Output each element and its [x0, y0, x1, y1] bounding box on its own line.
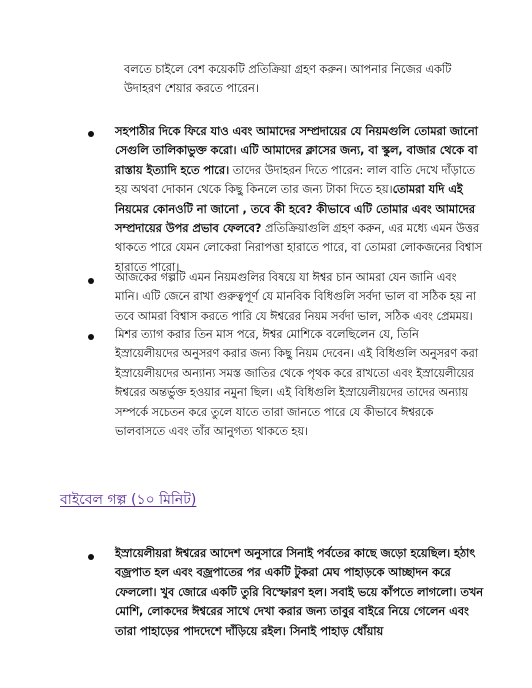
story-paragraph	[115, 544, 483, 641]
bullet-paragraph-3	[115, 325, 483, 441]
intro-text: বলতে চাইলে বেশ কয়েকটি প্রতিক্রিয়া গ্রহণ করুন। আপনার নিজের একটি উদাহরণ শেয়ার করতে পারেন।	[124, 63, 452, 96]
bullet-1-text-2: প্রতিক্রিয়াগুলি গ্রহণ করুন, এর মধ্যে এমন উত্তর থাকতে পারে যেমন লোকেরা নিরাপত্তা হারাতে পারে, বা তোমরা লোকজনের বিশ্বাস হারাতে পারো।	[115, 222, 483, 274]
intro-paragraph	[124, 60, 468, 99]
bullet-2-text: আজকের গল্পটি এমন নিয়মগুলির বিষয়ে যা ঈশ্বর চান আমরা যেন জানি এবং মানি। এটি জেনে রাখা গুরুত্বপূর্ণ যে মানবিক বিধিগুলি সর্বদা ভাল বা সঠিক হয় না তবে আমরা বিশ্বাস করতে পারি যে ঈশ্বরের নিয়ম সর্বদা ভাল, সঠিক এবং প্রেমময়।	[115, 271, 477, 323]
bullet-1-bold-2: তোমরা যদি এই নিয়মের কোনওটি না জানো , তবে কী হবে? কীভাবে এটি তোমার এবং আমাদের সম্প্রদায়ের উপর প্রভাব ফেলবে?	[115, 183, 475, 236]
bullet-marker-2	[88, 278, 94, 284]
bullet-paragraph-1	[115, 122, 483, 277]
bullet-1-bold-1: সহপাঠীর দিকে ফিরে যাও এবং আমাদের সম্প্রদায়ের যে নিয়মগুলি তোমরা জানো সেগুলি তালিকাভুক্ত করো। এটি আমাদের ক্লাসের জন্য, বা স্কুল, বাজার থেকে বা রাস্তায় ইত্যাদি হতে পারে।	[115, 125, 478, 177]
story-text: ইস্রায়েলীয়রা ঈশ্বরের আদেশ অনুসারে সিনাই পর্বতের কাছে জড়ো হয়েছিল। হঠাৎ বজ্রপাত হল এবং বজ্রপাতের পর একটি টুকরা মেঘ পাহাড়কে আচ্ছাদন করে ফেললো। খুব জোরে একটি তুরি বিস্ফোরণ হল। সবাই ভয়ে কাঁপতে লাগলো। তখন মোশি, লোকদের ঈশ্বরের সাথে দেখা করার জন্য তাবুর বাইরে নিয়ে গেলেন এবং তারা পাহাড়ের পাদদেশে দাঁড়িয়ে রইল। সিনাই পাহাড় ধোঁয়ায়	[115, 547, 483, 638]
bullet-marker-1	[88, 131, 94, 137]
bullet-marker-3	[88, 334, 94, 340]
section-heading: বাইবেল গল্প (১০ মিনিট)	[60, 492, 197, 508]
bullet-3-text: মিশর ত্যাগ করার তিন মাস পরে, ঈশ্বর মোশিকে বলেছিলেন যে, তিনি ইস্রায়েলীয়দের অনুসরণ করার জন্য কিছু নিয়ম দেবেন। এই বিধিগুলি অনুসরণ করা ইস্রায়েলীয়দের অন্যান্য সমস্ত জাতির থেকে পৃথক করে রাখতো এবং ইস্রায়েলীয়ের ঈশ্বরের অন্তর্ভুক্ত হওয়ার নমুনা ছিল। এই বিধিগুলি ইস্রায়েলীয়দের তাদের অন্যায় সম্পর্কে সচেতন করে তুলে যাতে তারা জানতে পারে যে কীভাবে ঈশ্বরকে ভালবাসতে এবং তাঁর আনুগত্য থাকতে হয়।	[115, 328, 479, 439]
bullet-1-text-1: তাদের উদাহরন দিতে পারেন: লাল বাতি দেখে দাঁড়াতে হয় অথবা দোকান থেকে কিছু কিনলে তার জন্য টাকা দিতে হয়।	[115, 163, 476, 197]
bullet-marker-story	[88, 554, 94, 560]
bullet-paragraph-2	[115, 268, 483, 326]
